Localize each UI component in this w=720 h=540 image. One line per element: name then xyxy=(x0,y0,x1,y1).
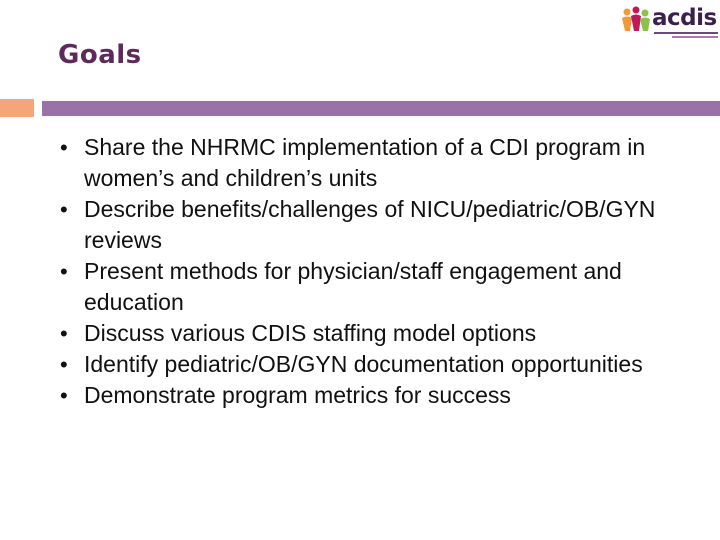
logo-text: acdis xyxy=(652,5,717,31)
bullet-text: Present methods for physician/staff engagement and education xyxy=(84,258,622,315)
bullet-item xyxy=(60,194,710,256)
bullet-item xyxy=(60,256,710,318)
bullet-text: Demonstrate program metrics for success xyxy=(84,382,511,408)
bullet-item xyxy=(60,349,710,380)
bullet-list xyxy=(60,132,710,411)
acdis-logo xyxy=(618,4,718,40)
bullet-dot-icon: • xyxy=(60,383,68,408)
bullet-dot-icon: • xyxy=(60,352,68,377)
bullet-item xyxy=(60,132,710,194)
bullet-dot-icon: • xyxy=(60,197,68,222)
title-rule-accent xyxy=(0,99,34,117)
bullet-text: Identify pediatric/OB/GYN documentation opportunities xyxy=(84,351,643,377)
slide-title: Goals xyxy=(58,40,142,70)
logo-tagline-line xyxy=(672,36,718,38)
bullet-text: Discuss various CDIS staffing model options xyxy=(84,320,537,346)
bullet-dot-icon: • xyxy=(60,321,68,346)
bullet-dot-icon: • xyxy=(60,135,68,160)
bullet-text: Describe benefits/challenges of NICU/pediatric/OB/GYN reviews xyxy=(84,196,656,253)
bullet-item xyxy=(60,380,710,411)
people-figures-icon xyxy=(618,4,654,40)
bullet-dot-icon: • xyxy=(60,259,68,284)
logo-tagline-line xyxy=(654,32,718,34)
bullet-item xyxy=(60,318,710,349)
title-rule-bar xyxy=(42,101,720,116)
bullet-text: Share the NHRMC implementation of a CDI program in women’s and children’s units xyxy=(84,134,646,191)
